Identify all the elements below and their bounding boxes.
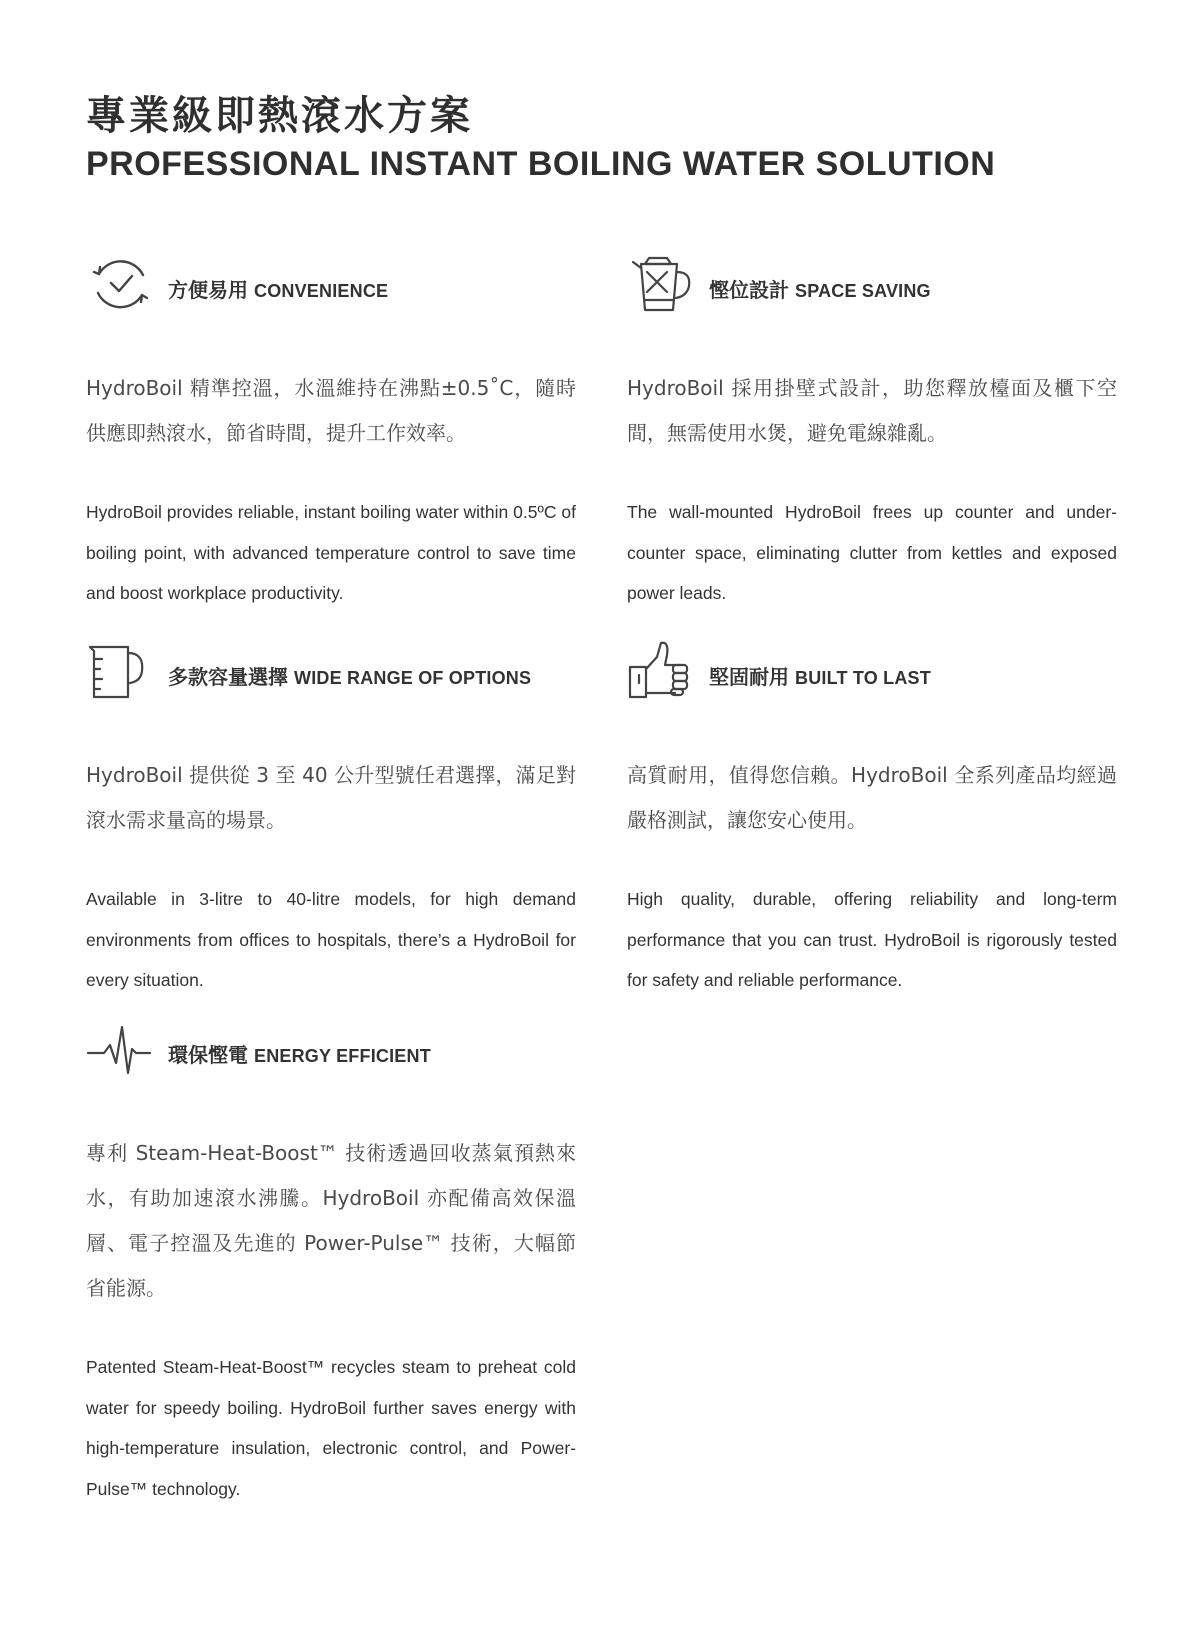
section-heading — [168, 1039, 431, 1068]
body-zh: HydroBoil 採用掛壁式設計，助您釋放檯面及櫃下空間，無需使用水煲，避免電線雜亂。 — [627, 376, 1117, 445]
page-title-zh: 專業級即熱滾水方案 — [86, 93, 473, 139]
heading-zh: 方便易用 — [168, 278, 248, 302]
heading-zh: 慳位設計 — [709, 278, 789, 302]
body-zh: HydroBoil 提供從 3 至 40 公升型號任君選擇，滿足對滾水需求量高的場景。 — [86, 763, 576, 832]
heading-en: SPACE SAVING — [795, 281, 931, 301]
heading-zh: 環保慳電 — [168, 1043, 248, 1067]
section-heading — [709, 274, 931, 303]
body-zh: HydroBoil 精準控溫，水溫維持在沸點±0.5˚C，隨時供應即熱滾水，節省時間，提升工作效率。 — [86, 376, 576, 445]
section-space-saving — [627, 250, 1117, 614]
section-header — [86, 1015, 576, 1085]
body-zh: 高質耐用，值得您信賴。HydroBoil 全系列產品均經過嚴格測試，讓您安心使用。 — [627, 763, 1117, 832]
kettle-crossed-icon — [627, 250, 697, 320]
section-heading — [168, 661, 531, 690]
section-heading — [709, 661, 931, 690]
body-en: Available in 3-litre to 40-litre models, for high demand environments from offices to hospitals, there’s a HydroBoil for every situation. — [86, 889, 576, 990]
section-header — [627, 250, 1117, 320]
section-convenience — [86, 250, 576, 614]
body-en: HydroBoil provides reliable, instant boiling water within 0.5ºC of boiling point, with advanced temperature control to save time and boost workplace productivity. — [86, 502, 576, 603]
section-header — [86, 637, 576, 707]
body-zh: 專利 Steam-Heat-Boost™ 技術透過回收蒸氣預熱來水，有助加速滾水沸騰。HydroBoil 亦配備高效保溫層、電子控溫及先進的 Power-Pulse™ 技術，大幅節省能源。 — [86, 1141, 576, 1300]
body-en: Patented Steam-Heat-Boost™ recycles steam to preheat cold water for speedy boiling. HydroBoil further saves energy with high-temperature insulation, electronic control, and Power-Pulse™ technology. — [86, 1357, 576, 1499]
heading-en: ENERGY EFFICIENT — [254, 1046, 431, 1066]
section-header — [86, 250, 576, 320]
body-en: The wall-mounted HydroBoil frees up counter and under-counter space, eliminating clutter from kettles and exposed power leads. — [627, 502, 1117, 603]
heading-en: CONVENIENCE — [254, 281, 389, 301]
section-energy-efficient — [86, 1015, 576, 1509]
body-en: High quality, durable, offering reliability and long-term performance that you can trust. HydroBoil is rigorously tested for safety and reliable performance. — [627, 889, 1117, 990]
section-header — [627, 637, 1117, 707]
section-heading — [168, 274, 388, 303]
measuring-jug-icon — [86, 637, 156, 707]
section-built-to-last — [627, 637, 1117, 1001]
heading-en: BUILT TO LAST — [795, 668, 931, 688]
thumbs-up-icon — [627, 637, 697, 707]
heading-zh: 多款容量選擇 — [168, 665, 288, 689]
heading-en: WIDE RANGE OF OPTIONS — [294, 668, 532, 688]
page-title-en: PROFESSIONAL INSTANT BOILING WATER SOLUTION — [86, 145, 996, 183]
pulse-icon — [86, 1015, 156, 1085]
heading-zh: 堅固耐用 — [709, 665, 789, 689]
refresh-check-icon — [86, 250, 156, 320]
section-wide-range — [86, 637, 576, 1001]
